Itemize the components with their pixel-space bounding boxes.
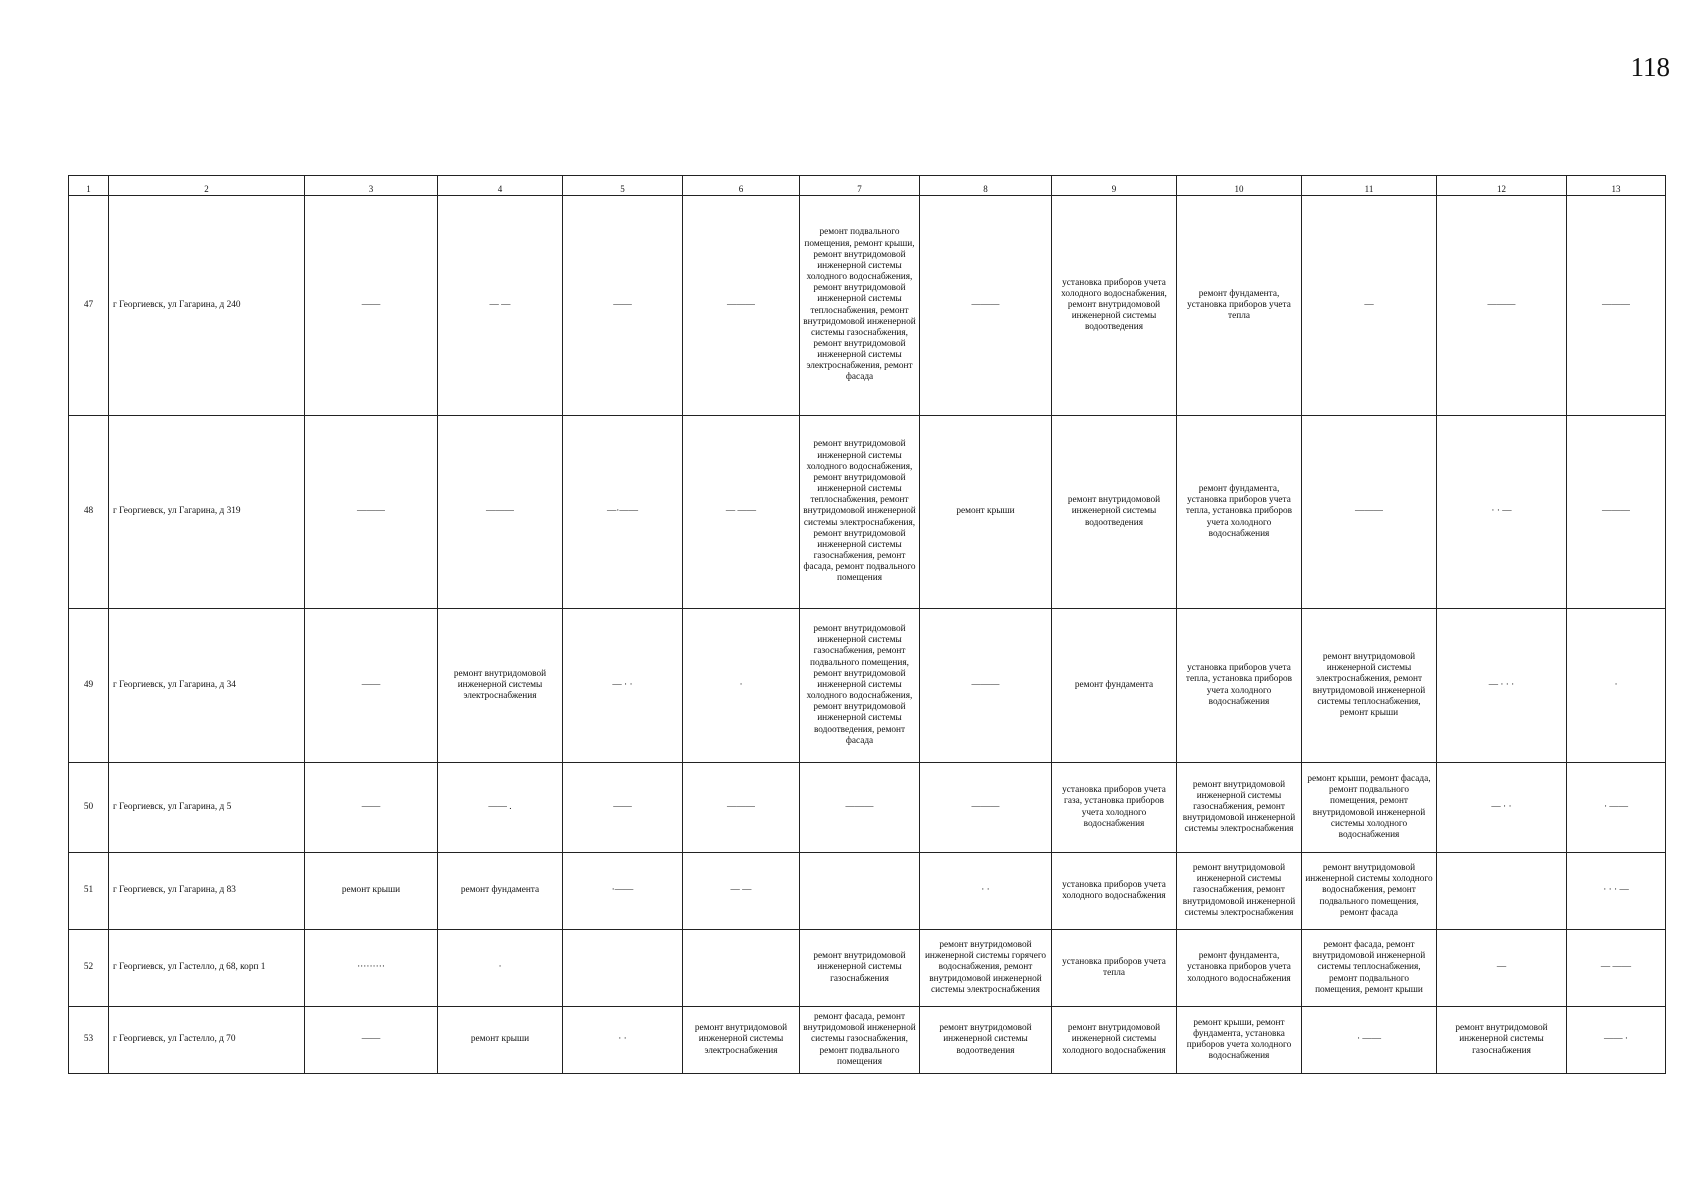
address-cell: г Георгиевск, ул Гастелло, д 68, корп 1 (109, 930, 305, 1007)
row-number-cell: 48 (69, 416, 109, 609)
work-cell: ремонт фундамента (438, 853, 563, 930)
work-cell: ········· (305, 930, 438, 1007)
work-cell: —·—— (563, 416, 683, 609)
work-cell: — (1302, 196, 1437, 416)
work-cell: —— · (1567, 1007, 1666, 1074)
work-cell: — (1437, 930, 1567, 1007)
table-row (69, 416, 1666, 609)
work-cell: ремонт внутридомовой инженерной системы холодного водоснабжения (1052, 1007, 1177, 1074)
repair-schedule-table (68, 175, 1666, 1074)
work-cell: ——— (683, 196, 800, 416)
work-cell: · · (920, 853, 1052, 930)
table-row (69, 853, 1666, 930)
work-cell: установка приборов учета газа, установка приборов учета холодного водоснабжения (1052, 763, 1177, 853)
address-cell: г Георгиевск, ул Гагарина, д 83 (109, 853, 305, 930)
work-cell: ——— (920, 763, 1052, 853)
table-row (69, 930, 1666, 1007)
table-row (69, 1007, 1666, 1074)
work-cell: ——— (1302, 416, 1437, 609)
work-cell: ——— (1437, 196, 1567, 416)
work-cell: ——— (920, 196, 1052, 416)
work-cell: —— . (438, 763, 563, 853)
column-header: 9 (1052, 176, 1177, 196)
page-number: 118 (1630, 52, 1670, 82)
work-cell: —— (305, 196, 438, 416)
work-cell: ремонт фундамента, установка приборов учета холодного водоснабжения (1177, 930, 1302, 1007)
row-number-cell: 47 (69, 196, 109, 416)
work-cell: ——— (438, 416, 563, 609)
work-cell: ремонт крыши (920, 416, 1052, 609)
address-cell: г Георгиевск, ул Гастелло, д 70 (109, 1007, 305, 1074)
work-cell: ремонт подвального помещения, ремонт крыши, ремонт внутридомовой инженерной системы холодного водоснабжения, ремонт внутридомовой инженерной системы теплоснабжения, ремонт внутридомовой инженерной системы газоснабжения, ремонт внутридомовой инженерной системы электроснабжения, ремонт фасада (800, 196, 920, 416)
work-cell: —— (305, 1007, 438, 1074)
column-header: 6 (683, 176, 800, 196)
work-cell: —— (305, 763, 438, 853)
work-cell: · (438, 930, 563, 1007)
work-cell (800, 853, 920, 930)
column-header: 12 (1437, 176, 1567, 196)
work-cell: ремонт внутридомовой инженерной системы водоотведения (1052, 416, 1177, 609)
work-cell: · · (563, 1007, 683, 1074)
column-header: 1 (69, 176, 109, 196)
work-cell: ремонт внутридомовой инженерной системы газоснабжения, ремонт внутридомовой инженерной системы электроснабжения (1177, 763, 1302, 853)
work-cell: ремонт фасада, ремонт внутридомовой инженерной системы теплоснабжения, ремонт подвального помещения, ремонт крыши (1302, 930, 1437, 1007)
work-cell: — —— (1567, 930, 1666, 1007)
table-row (69, 609, 1666, 763)
work-cell: ——— (305, 416, 438, 609)
work-cell: ремонт внутридомовой инженерной системы электроснабжения (683, 1007, 800, 1074)
work-cell: ремонт крыши, ремонт фундамента, установка приборов учета холодного водоснабжения (1177, 1007, 1302, 1074)
work-cell: ——— (920, 609, 1052, 763)
work-cell: ремонт внутридомовой инженерной системы холодного водоснабжения, ремонт внутридомовой инженерной системы теплоснабжения, ремонт внутридомовой инженерной системы электроснабжения, ремонт внутридомовой инженерной системы газоснабжения, ремонт фасада, ремонт подвального помещения (800, 416, 920, 609)
work-cell: ремонт внутридомовой инженерной системы электроснабжения (438, 609, 563, 763)
work-cell: — · · · (1437, 609, 1567, 763)
work-cell: ——— (1567, 416, 1666, 609)
work-cell: · · · — (1567, 853, 1666, 930)
work-cell: ремонт фундамента (1052, 609, 1177, 763)
address-cell: г Георгиевск, ул Гагарина, д 5 (109, 763, 305, 853)
work-cell: ремонт внутридомовой инженерной системы газоснабжения (800, 930, 920, 1007)
column-header: 11 (1302, 176, 1437, 196)
work-cell: ——— (683, 763, 800, 853)
work-cell: ремонт внутридомовой инженерной системы газоснабжения (1437, 1007, 1567, 1074)
work-cell: ремонт крыши (438, 1007, 563, 1074)
work-cell: установка приборов учета холодного водоснабжения, ремонт внутридомовой инженерной системы водоотведения (1052, 196, 1177, 416)
row-number-cell: 49 (69, 609, 109, 763)
work-cell: ремонт внутридомовой инженерной системы газоснабжения, ремонт внутридомовой инженерной системы электроснабжения (1177, 853, 1302, 930)
row-number-cell: 53 (69, 1007, 109, 1074)
address-cell: г Георгиевск, ул Гагарина, д 34 (109, 609, 305, 763)
work-cell: ремонт фасада, ремонт внутридомовой инженерной системы газоснабжения, ремонт подвального помещения (800, 1007, 920, 1074)
column-header: 5 (563, 176, 683, 196)
work-cell: ·—— (563, 853, 683, 930)
work-cell: · (1567, 609, 1666, 763)
column-header: 4 (438, 176, 563, 196)
work-cell: · —— (1302, 1007, 1437, 1074)
work-cell: —— (563, 196, 683, 416)
work-cell: ремонт внутридомовой инженерной системы электроснабжения, ремонт внутридомовой инженерной системы теплоснабжения, ремонт крыши (1302, 609, 1437, 763)
work-cell (683, 930, 800, 1007)
work-cell: ремонт внутридомовой инженерной системы холодного водоснабжения, ремонт подвального помещения, ремонт фасада (1302, 853, 1437, 930)
work-cell: ремонт крыши, ремонт фасада, ремонт подвального помещения, ремонт внутридомовой инженерной системы холодного водоснабжения (1302, 763, 1437, 853)
work-cell: —— (563, 763, 683, 853)
table-row (69, 763, 1666, 853)
work-cell: ——— (800, 763, 920, 853)
work-cell: — · · (563, 609, 683, 763)
work-cell: — · · (1437, 763, 1567, 853)
work-cell: ремонт внутридомовой инженерной системы газоснабжения, ремонт подвального помещения, ремонт внутридомовой инженерной системы холодного водоснабжения, ремонт внутридомовой инженерной системы водоотведения, ремонт фасада (800, 609, 920, 763)
row-number-cell: 51 (69, 853, 109, 930)
work-cell: ремонт фундамента, установка приборов учета тепла (1177, 196, 1302, 416)
work-cell: установка приборов учета тепла (1052, 930, 1177, 1007)
address-cell: г Георгиевск, ул Гагарина, д 240 (109, 196, 305, 416)
column-header: 8 (920, 176, 1052, 196)
address-cell: г Георгиевск, ул Гагарина, д 319 (109, 416, 305, 609)
work-cell: установка приборов учета тепла, установка приборов учета холодного водоснабжения (1177, 609, 1302, 763)
work-cell: ремонт внутридомовой инженерной системы горячего водоснабжения, ремонт внутридомовой инженерной системы электроснабжения (920, 930, 1052, 1007)
column-header: 7 (800, 176, 920, 196)
column-header: 3 (305, 176, 438, 196)
work-cell: ремонт крыши (305, 853, 438, 930)
column-header: 10 (1177, 176, 1302, 196)
work-cell (1437, 853, 1567, 930)
work-cell: · —— (1567, 763, 1666, 853)
work-cell: ремонт фундамента, установка приборов учета тепла, установка приборов учета холодного водоснабжения (1177, 416, 1302, 609)
column-number-header-row (69, 176, 1666, 196)
work-cell (563, 930, 683, 1007)
work-cell: ——— (1567, 196, 1666, 416)
work-cell: · · — (1437, 416, 1567, 609)
work-cell: · (683, 609, 800, 763)
work-cell: —— (305, 609, 438, 763)
row-number-cell: 52 (69, 930, 109, 1007)
column-header: 13 (1567, 176, 1666, 196)
column-header: 2 (109, 176, 305, 196)
work-cell: установка приборов учета холодного водоснабжения (1052, 853, 1177, 930)
work-cell: ремонт внутридомовой инженерной системы водоотведения (920, 1007, 1052, 1074)
work-cell: — — (683, 853, 800, 930)
table-row (69, 196, 1666, 416)
work-cell: — — (438, 196, 563, 416)
row-number-cell: 50 (69, 763, 109, 853)
work-cell: — —— (683, 416, 800, 609)
